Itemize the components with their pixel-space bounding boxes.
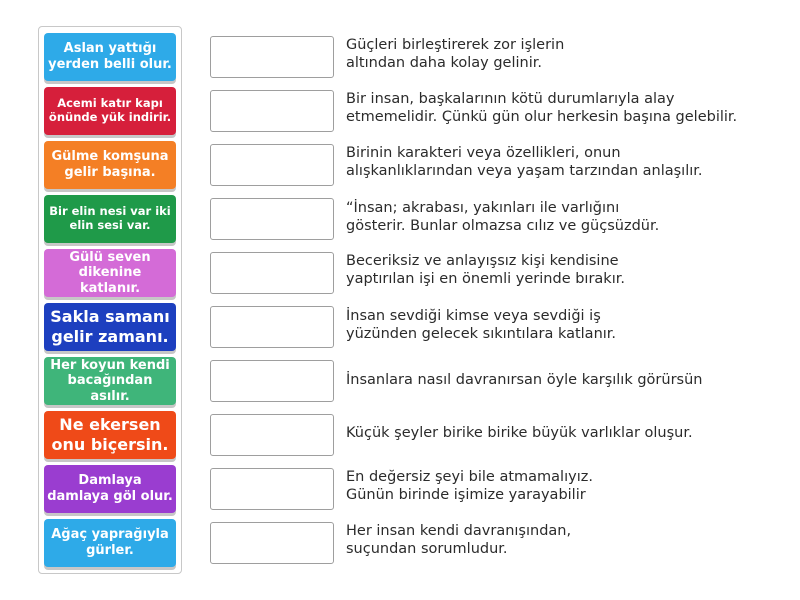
tile-aslan[interactable]: Aslan yattığı yerden belli olur.	[44, 33, 176, 81]
tile-bir-elin[interactable]: Bir elin nesi var iki elin sesi var.	[44, 195, 176, 243]
drop-slot-9[interactable]	[210, 468, 334, 510]
drop-slot-1[interactable]	[210, 36, 334, 78]
description-2: Bir insan, başkalarının kötü durumlarıyla alay etmemelidir. Çünkü gün olur herkesin başına gelebilir.	[346, 91, 738, 125]
description-5: Beceriksiz ve anlayışsız kişi kendisine yaptırılan işi en önemli yerinde bırakır.	[346, 253, 625, 287]
tile-sakla-samani[interactable]: Sakla samanı gelir zamanı.	[44, 303, 176, 351]
description-4: “İnsan; akrabası, yakınları ile varlığını gösterir. Bunlar olmazsa cılız ve güçsüzdür.	[346, 200, 660, 234]
drop-slot-2[interactable]	[210, 90, 334, 132]
drop-slot-7[interactable]	[210, 360, 334, 402]
description-9: En değersiz şeyi bile atmamalıyız. Günün birinde işimize yarayabilir	[346, 469, 593, 503]
tile-agac[interactable]: Ağaç yaprağıyla gürler.	[44, 519, 176, 567]
description-1: Güçleri birleştirerek zor işlerin altından daha kolay gelinir.	[346, 37, 565, 71]
drop-slot-8[interactable]	[210, 414, 334, 456]
description-7: İnsanlara nasıl davranırsan öyle karşılık görürsün	[346, 372, 703, 388]
drop-slot-3[interactable]	[210, 144, 334, 186]
drop-slot-4[interactable]	[210, 198, 334, 240]
drop-slot-6[interactable]	[210, 306, 334, 348]
tile-ne-ekersen[interactable]: Ne ekersen onu biçersin.	[44, 411, 176, 459]
description-6: İnsan sevdiği kimse veya sevdiği iş yüzünden gelecek sıkıntılara katlanır.	[346, 308, 617, 342]
drop-slot-5[interactable]	[210, 252, 334, 294]
tile-gulu-seven[interactable]: Gülü seven dikenine katlanır.	[44, 249, 176, 297]
tile-acemi[interactable]: Acemi katır kapı önünde yük indirir.	[44, 87, 176, 135]
description-3: Birinin karakteri veya özellikleri, onun alışkanlıklarından veya yaşam tarzından anlaşılır.	[346, 145, 703, 179]
tile-damlaya[interactable]: Damlaya damlaya göl olur.	[44, 465, 176, 513]
tile-her-koyun[interactable]: Her koyun kendi bacağından asılır.	[44, 357, 176, 405]
description-8: Küçük şeyler birike birike büyük varlıklar oluşur.	[346, 425, 693, 441]
tile-gulme[interactable]: Gülme komşuna gelir başına.	[44, 141, 176, 189]
description-10: Her insan kendi davranışından, suçundan sorumludur.	[346, 523, 572, 557]
drop-slot-10[interactable]	[210, 522, 334, 564]
